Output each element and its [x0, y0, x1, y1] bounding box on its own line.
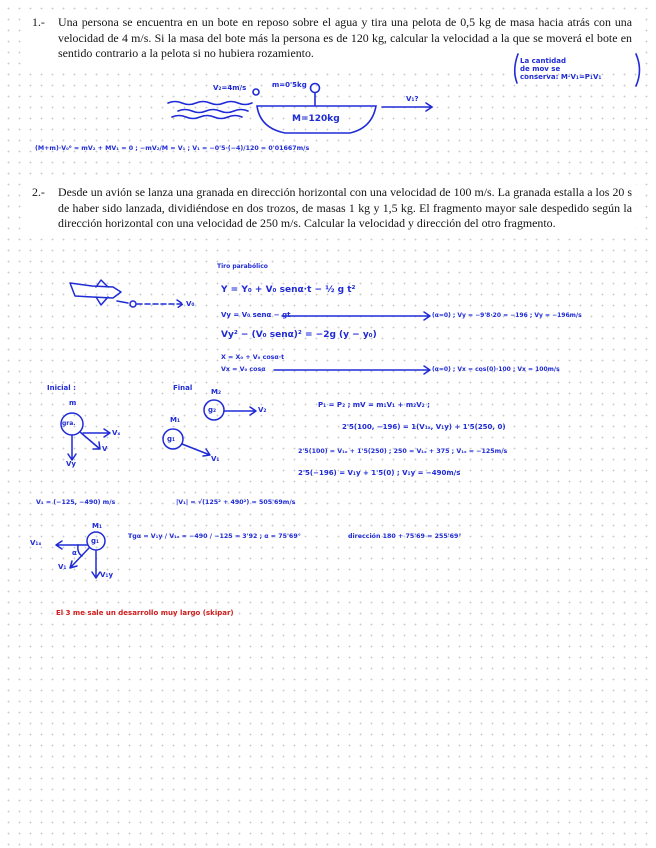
side-note-line-3: conserva: M·V₁=P₁V₁	[520, 73, 602, 81]
problem-2-number: 2.-	[32, 185, 45, 199]
result-velocity-modulus: |V₁| = √(125² + 490²) = 505'69m/s	[176, 499, 296, 506]
problem-1-text: Una persona se encuentra en un bote en reposo sobre el agua y tira una pelota de 0,5 kg de masa hacia atrás con una velocidad de 4 m/s. Si la masa del bote más la persona es de 120 kg, calcular la velocidad a la que se moverá el bote en sentido contrario a la pelota si no hubiera rozamiento.	[58, 15, 632, 60]
angle-diagram-v1y-label: V₁y	[100, 571, 114, 579]
fragment-g2-label: g₂	[208, 406, 217, 414]
mass-m2-label: M₂	[211, 388, 222, 396]
initial-v-label: V	[102, 445, 108, 453]
problem-2-text: Desde un avión se lanza una granada en dirección horizontal con una velocidad de 100 m/s. La granada estalla a los 20 s de haber sido lanzada, dividiéndose en dos trozos, de masas 1 kg y 1,5 kg. El fragmento mayor sale despedido según la dirección horizontal con una velocidad de 250 m/s. Calcular la velocidad y dirección del otro fragmento.	[58, 185, 632, 230]
final-v1-label: V₁	[211, 455, 220, 463]
equation-velocity-y: Vy = V₀ senα − gt	[221, 311, 291, 319]
equation-position-x: X = X₀ + V₀ cosα·t	[221, 354, 285, 361]
boat-mass-label: M=120kg	[292, 114, 340, 124]
equation-velocity-x: Vx = V₀ cosα	[221, 366, 266, 373]
momentum-x-equation: 2'5(100) = V₁ₓ + 1'5(250) ; 250 = V₁ₓ + 375 ; V₁ₓ = −125m/s	[298, 448, 508, 455]
tiro-parabolico-heading: Tiro parabólico	[217, 263, 268, 270]
inicial-label: Inicial :	[47, 384, 76, 392]
angle-diagram-alpha-label: α	[72, 549, 77, 557]
equation-velocity-y-result: (α=0) ; Vy = −9'8·20 = −196 ; Vy = −196m/s	[432, 312, 582, 319]
initial-vy-label: Vy	[66, 460, 76, 468]
boat-velocity-label: V₁?	[406, 95, 419, 103]
fragment-g1-label: g₁	[167, 435, 176, 443]
momentum-y-equation: 2'5(−196) = V₁y + 1'5(0) ; V₁y = −490m/s	[298, 469, 461, 477]
direction-result: dirección 180 + 75'69 = 255'69°	[348, 533, 462, 540]
momentum-vector-equation: 2'5(100, −196) = 1(V₁ₓ, V₁y) + 1'5(250, 0)	[342, 423, 506, 431]
tangent-angle-equation: Tgα = V₁y / V₁ₓ = −490 / −125 = 3'92 ; α = 75'69°	[128, 533, 301, 540]
angle-diagram-g1-label: g₁	[91, 537, 100, 545]
initial-vx-label: Vₓ	[112, 429, 121, 437]
final-v2-label: V₂	[258, 406, 267, 414]
angle-diagram-v1x-label: V₁ₓ	[30, 539, 42, 547]
side-note-line-1: La cantidad	[520, 57, 566, 65]
equation-velocity-x-result: (α=0) ; Vx = cos(0)·100 ; Vx = 100m/s	[432, 366, 560, 373]
side-note-line-2: de mov se	[520, 65, 561, 73]
ball-velocity-label: V₂=4m/s	[213, 84, 247, 92]
angle-diagram-v1-label: V₁	[58, 563, 67, 571]
result-velocity-vector: V₁ = (−125, −490) m/s	[36, 499, 116, 506]
angle-diagram-m1-label: M₁	[92, 522, 103, 530]
ball-mass-label: m=0'5kg	[272, 81, 307, 89]
mass-m-label: m	[69, 399, 77, 407]
final-label: Final	[173, 384, 193, 392]
momentum-conservation: P₁ = P₂ ; mV = m₁V₁ + m₂V₂ ;	[318, 401, 430, 409]
grenade-label: gra.	[62, 420, 76, 427]
mass-m1-label: M₁	[170, 416, 181, 424]
equation-velocity-squared: Vy² − (V₀ senα)² = −2g (y − y₀)	[221, 330, 377, 340]
plane-velocity-label: V₀	[186, 300, 195, 308]
problem-1-solution: (M+m)·V₀⁰ = mV₂ + MV₁ = 0 ; −mV₂/M = V₁ ; V₁ = −0'5·(−4)/120 = 0'01667m/s	[35, 145, 310, 152]
red-note: El 3 me sale un desarrollo muy largo (skipar)	[56, 609, 234, 617]
equation-position-y: Y = Y₀ + V₀ senα·t − ½ g t²	[221, 285, 356, 295]
problem-1-number: 1.-	[32, 15, 45, 29]
